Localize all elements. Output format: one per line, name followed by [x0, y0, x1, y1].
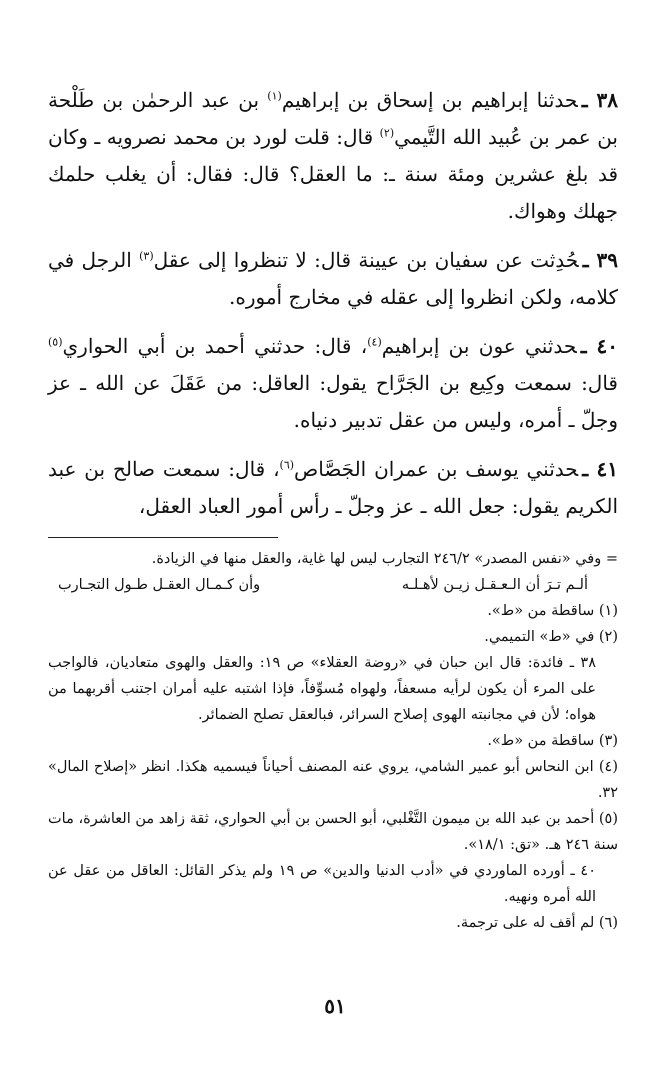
paragraph-number: ٤٠ ـ [580, 334, 619, 358]
paragraph-number: ٤١ ـ [582, 457, 618, 481]
paragraph [48, 82, 618, 230]
page-content [48, 82, 618, 936]
text-segment: حدثني يوسف بن عمران الجَصَّاص [294, 457, 579, 481]
text-segment: حُدِثت عن سفيان بن عيينة قال: لا تنظروا إلى عقل [153, 248, 579, 272]
paragraph [48, 451, 618, 525]
footnote-ref: (٢) [379, 126, 395, 140]
text-segment: بن عبد الرحمٰن بن طَلْحة بن عمر بن عُبيد الله التَّيمي [48, 88, 618, 149]
paragraph [48, 242, 618, 316]
footnote-ref: (٤) [367, 335, 382, 349]
note-40: ٤٠ ـ أورده الماوردي في «أدب الدنيا والدين» ص ١٩ ولم يذكر القائل: العاقل من عقل عن الله أمره ونهيه. [48, 863, 596, 905]
footnote-6: (٦) لم أقف له على ترجمة. [456, 915, 618, 931]
footnote-ref: (٥) [48, 335, 63, 349]
paragraph-number: ٣٩ ـ [582, 248, 618, 272]
text-segment: قال: قلت لورد بن محمد نصرويه ـ وكان قد بلغ عشرين ومئة سنة ـ: ما العقل؟ قال: فقال: أن يغلب حلمك جهلك وهواك. [48, 125, 618, 223]
footnote-2: (٢) في «ط» التميمي. [484, 629, 618, 645]
note-38: ٣٨ ـ فائدة: قال ابن حبان في «روضة العقلاء» ص ١٩: والعقل والهوى متعاديان، فالواجب على المرء أن يكون لرأيه مسعفاً، ولهواه مُسوِّفاً، فإذا اشتبه عليه أمران اجتنب أقربهما من هواه؛ لأن في مجانبته الهوى إصلاح السرائر، فبالعقل تصلح الضمائر. [48, 655, 596, 723]
footnote-ref: (١) [267, 89, 282, 103]
paragraph-number: ٣٨ ـ [581, 88, 618, 112]
footnote-continuation: = وفي «نفس المصدر» ٢٤٦/٢ التجارب ليس لها غاية، والعقل منها في الزيادة. [151, 551, 618, 567]
footnote-5: (٥) أحمد بن عبد الله بن ميمون التَّغْلبي، أبو الحسن بن أبي الحواري، ثقة زاهد من العاشرة، مات سنة ٢٤٦ هـ. «تق: ١٨/١». [48, 811, 618, 853]
page-number: ٥١ [324, 994, 346, 1018]
footnote-3: (٣) ساقطة من «ط». [487, 733, 618, 749]
text-segment: ، قال: سمعت صالح بن عبد الكريم يقول: جعل الله ـ عز وجلّ ـ رأس أمور العباد العقل، [48, 457, 618, 518]
footnote-ref: (٦) [279, 458, 295, 472]
text-segment: حدثني عون بن إبراهيم [381, 334, 577, 358]
footnote-verse [48, 572, 618, 598]
verse-second-hemistich: وأن كـمـال العقـل طـول التجـارب [58, 577, 261, 593]
footnote-ref: (٣) [139, 249, 154, 263]
footnote-1: (١) ساقطة من «ط». [487, 603, 618, 619]
text-segment: حدثنا إبراهيم بن إسحاق بن إبراهيم [281, 88, 578, 112]
verse-first-hemistich: ألـم تـرَ أن الـعـقـل زيـن لأهـلـه [401, 577, 588, 593]
paragraph [48, 328, 618, 439]
text-segment: ، قال: حدثني أحمد بن أبي الحواري [62, 334, 368, 358]
main-text [48, 82, 618, 525]
text-segment: قال: سمعت وكِيع بن الجَرَّاح يقول: العاقل: من عَقَلَ عن الله ـ عز وجلّ ـ أمره، وليس من عقل تدبير دنياه. [48, 371, 618, 432]
footnote-4: (٤) ابن النحاس أبو عمير الشامي، يروي عنه المصنف أحياناً فيسميه هكذا. انظر «إصلاح المال» ٣٢. [48, 759, 618, 801]
footnotes [48, 546, 618, 936]
footnote-separator [48, 537, 278, 538]
text-segment: الرجل في كلامه، ولكن انظروا إلى عقله في مخارج أموره. [48, 248, 618, 309]
